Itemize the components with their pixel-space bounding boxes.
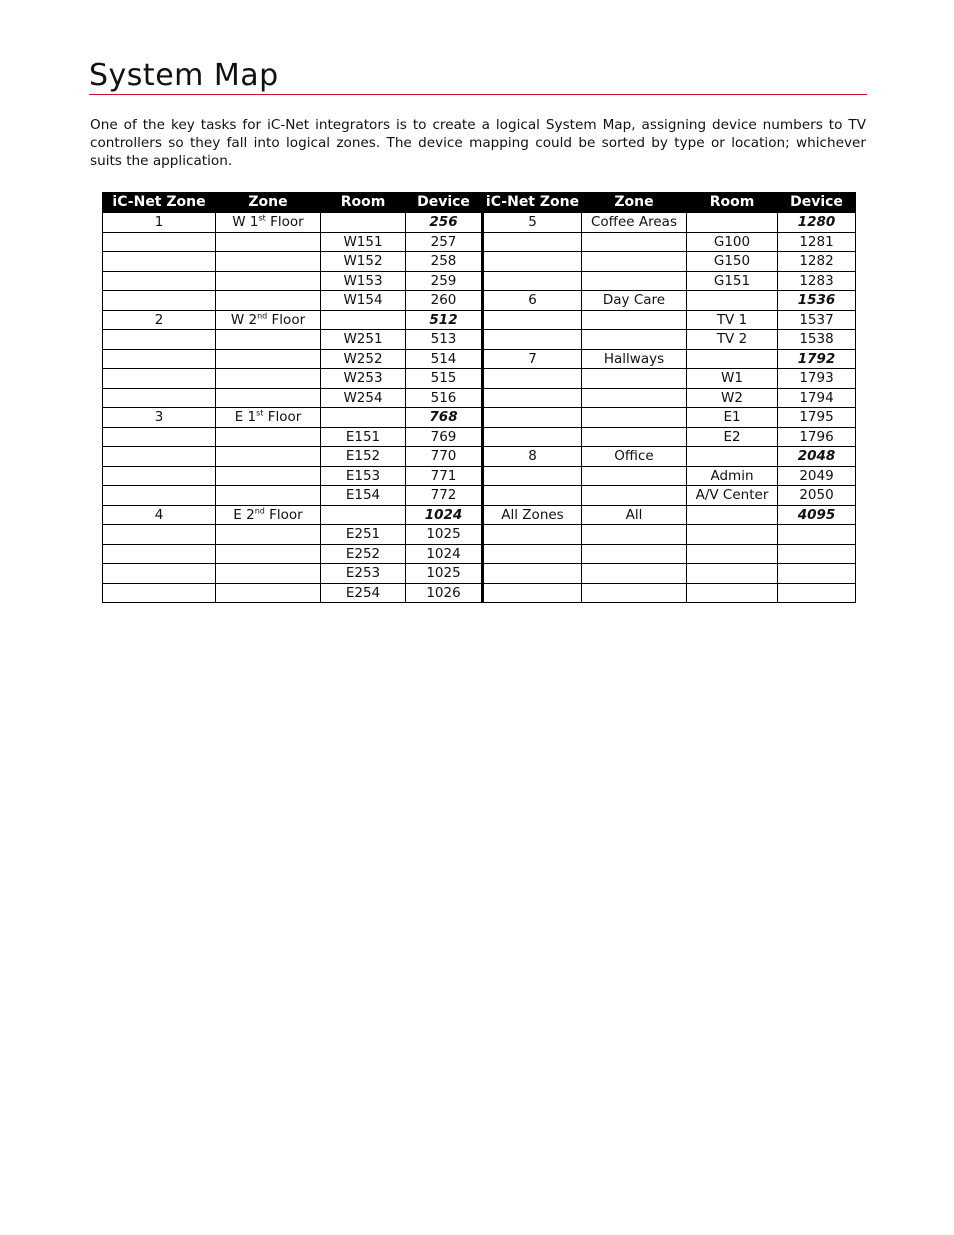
cell-device: 772	[406, 486, 483, 506]
cell-device: 515	[406, 369, 483, 389]
ordinal-suffix: nd	[257, 311, 268, 321]
cell-zone-right	[582, 310, 687, 330]
table-row	[103, 486, 856, 506]
cell-icnet-zone: 2	[103, 310, 216, 330]
cell-zone-right	[582, 369, 687, 389]
table-row	[103, 544, 856, 564]
cell-zone-right	[582, 330, 687, 350]
cell-room: E152	[321, 447, 406, 467]
cell-icnet-zone-right	[483, 388, 582, 408]
table-row	[103, 310, 856, 330]
cell-icnet-zone	[103, 544, 216, 564]
cell-icnet-zone	[103, 252, 216, 272]
cell-zone	[216, 369, 321, 389]
cell-device: 258	[406, 252, 483, 272]
cell-room-right: A/V Center	[687, 486, 778, 506]
cell-icnet-zone-right	[483, 427, 582, 447]
cell-zone	[216, 466, 321, 486]
table-row	[103, 330, 856, 350]
cell-zone-right: Day Care	[582, 291, 687, 311]
cell-icnet-zone	[103, 525, 216, 545]
table-row	[103, 271, 856, 291]
cell-room: E254	[321, 583, 406, 603]
ordinal-suffix: nd	[254, 506, 265, 516]
cell-icnet-zone	[103, 388, 216, 408]
table-row	[103, 388, 856, 408]
zone-label: W 1	[232, 214, 259, 231]
cell-device-right: 1280	[778, 213, 856, 233]
cell-device: 260	[406, 291, 483, 311]
cell-zone-right	[582, 388, 687, 408]
cell-room: W251	[321, 330, 406, 350]
cell-room: E154	[321, 486, 406, 506]
table-row	[103, 252, 856, 272]
ordinal-suffix: st	[258, 213, 266, 223]
cell-room: W154	[321, 291, 406, 311]
header-zone-right: Zone	[582, 193, 687, 213]
cell-room-right: W1	[687, 369, 778, 389]
cell-zone	[216, 271, 321, 291]
zone-label: E 1	[234, 409, 257, 426]
cell-room-right	[687, 447, 778, 467]
cell-zone-right	[582, 252, 687, 272]
cell-icnet-zone	[103, 271, 216, 291]
cell-icnet-zone: 1	[103, 213, 216, 233]
cell-zone	[216, 564, 321, 584]
cell-device: 512	[406, 310, 483, 330]
cell-room-right	[687, 505, 778, 525]
cell-room: W153	[321, 271, 406, 291]
cell-device: 514	[406, 349, 483, 369]
cell-device-right: 2049	[778, 466, 856, 486]
cell-zone-right	[582, 466, 687, 486]
cell-icnet-zone	[103, 564, 216, 584]
cell-zone	[216, 388, 321, 408]
cell-room: E251	[321, 525, 406, 545]
cell-zone-right: Coffee Areas	[582, 213, 687, 233]
cell-device-right: 1282	[778, 252, 856, 272]
cell-zone-right: Office	[582, 447, 687, 467]
header-zone: Zone	[216, 193, 321, 213]
cell-icnet-zone-right	[483, 271, 582, 291]
cell-device: 770	[406, 447, 483, 467]
cell-device-right: 1538	[778, 330, 856, 350]
cell-zone	[216, 291, 321, 311]
cell-icnet-zone: 3	[103, 408, 216, 428]
table-row	[103, 232, 856, 252]
cell-room	[321, 310, 406, 330]
cell-room-right	[687, 291, 778, 311]
table-row	[103, 213, 856, 233]
cell-room: W252	[321, 349, 406, 369]
cell-icnet-zone-right	[483, 310, 582, 330]
cell-device-right: 2048	[778, 447, 856, 467]
cell-icnet-zone-right: All Zones	[483, 505, 582, 525]
cell-icnet-zone	[103, 349, 216, 369]
cell-icnet-zone-right	[483, 466, 582, 486]
table-row	[103, 525, 856, 545]
cell-icnet-zone-right	[483, 525, 582, 545]
table-header-row	[103, 193, 856, 213]
cell-device-right: 1536	[778, 291, 856, 311]
cell-device-right: 1537	[778, 310, 856, 330]
cell-device-right: 1281	[778, 232, 856, 252]
cell-zone	[216, 525, 321, 545]
zone-label: E 2	[233, 506, 255, 523]
cell-device: 1025	[406, 564, 483, 584]
cell-device-right: 1793	[778, 369, 856, 389]
header-icnet-zone: iC-Net Zone	[103, 193, 216, 213]
cell-room: W253	[321, 369, 406, 389]
zone-label-suffix: Floor	[263, 409, 302, 426]
cell-device-right: 1796	[778, 427, 856, 447]
cell-zone	[216, 427, 321, 447]
cell-icnet-zone	[103, 369, 216, 389]
cell-zone	[216, 252, 321, 272]
cell-zone	[216, 213, 321, 233]
cell-zone-right	[582, 486, 687, 506]
cell-icnet-zone-right	[483, 583, 582, 603]
cell-icnet-zone	[103, 447, 216, 467]
cell-zone	[216, 447, 321, 467]
cell-device-right: 1792	[778, 349, 856, 369]
cell-icnet-zone-right	[483, 486, 582, 506]
cell-device-right: 4095	[778, 505, 856, 525]
table-row	[103, 349, 856, 369]
cell-zone-right	[582, 232, 687, 252]
cell-icnet-zone-right: 7	[483, 349, 582, 369]
cell-icnet-zone	[103, 232, 216, 252]
cell-icnet-zone-right	[483, 369, 582, 389]
cell-device: 771	[406, 466, 483, 486]
table-row	[103, 408, 856, 428]
cell-device: 257	[406, 232, 483, 252]
cell-icnet-zone	[103, 486, 216, 506]
zone-label-suffix: Floor	[264, 506, 303, 523]
cell-icnet-zone	[103, 466, 216, 486]
cell-device: 1024	[406, 505, 483, 525]
cell-icnet-zone	[103, 427, 216, 447]
cell-room: E253	[321, 564, 406, 584]
header-device: Device	[406, 193, 483, 213]
cell-room-right: G100	[687, 232, 778, 252]
cell-icnet-zone-right	[483, 408, 582, 428]
cell-zone-right	[582, 271, 687, 291]
cell-icnet-zone-right: 8	[483, 447, 582, 467]
cell-room: W151	[321, 232, 406, 252]
cell-device-right: 1795	[778, 408, 856, 428]
cell-device: 513	[406, 330, 483, 350]
cell-zone	[216, 583, 321, 603]
cell-room-right: G150	[687, 252, 778, 272]
cell-room-right: G151	[687, 271, 778, 291]
cell-icnet-zone-right	[483, 544, 582, 564]
cell-device-right: 1794	[778, 388, 856, 408]
zone-label-suffix: Floor	[267, 311, 306, 328]
cell-device: 769	[406, 427, 483, 447]
cell-icnet-zone	[103, 583, 216, 603]
cell-room: E151	[321, 427, 406, 447]
cell-device-right: 1283	[778, 271, 856, 291]
table-row	[103, 466, 856, 486]
cell-room-right	[687, 583, 778, 603]
cell-zone	[216, 349, 321, 369]
cell-room	[321, 408, 406, 428]
cell-zone	[216, 232, 321, 252]
cell-zone-right	[582, 583, 687, 603]
cell-room-right	[687, 213, 778, 233]
table-row	[103, 505, 856, 525]
cell-device: 1026	[406, 583, 483, 603]
cell-zone	[216, 505, 321, 525]
cell-device-right	[778, 544, 856, 564]
intro-paragraph: One of the key tasks for iC-Net integrators is to create a logical System Map, assigning device numbers to TV controllers so they fall into logical zones. The device mapping could be sorted by type or location; whichever suits the application.	[90, 117, 866, 169]
cell-device: 768	[406, 408, 483, 428]
cell-room	[321, 213, 406, 233]
cell-room-right: TV 2	[687, 330, 778, 350]
cell-icnet-zone	[103, 330, 216, 350]
cell-icnet-zone	[103, 291, 216, 311]
cell-room-right: Admin	[687, 466, 778, 486]
cell-room: E153	[321, 466, 406, 486]
cell-zone-right	[582, 564, 687, 584]
cell-zone-right	[582, 525, 687, 545]
cell-icnet-zone-right: 6	[483, 291, 582, 311]
cell-zone-right	[582, 544, 687, 564]
header-room: Room	[321, 193, 406, 213]
cell-room: W152	[321, 252, 406, 272]
cell-room-right: TV 1	[687, 310, 778, 330]
cell-room-right	[687, 544, 778, 564]
cell-zone-right	[582, 427, 687, 447]
cell-device: 1024	[406, 544, 483, 564]
cell-device: 516	[406, 388, 483, 408]
cell-device-right: 2050	[778, 486, 856, 506]
cell-device: 259	[406, 271, 483, 291]
cell-room-right: E1	[687, 408, 778, 428]
cell-icnet-zone-right	[483, 330, 582, 350]
table-body	[103, 213, 856, 603]
ordinal-suffix: st	[256, 408, 264, 418]
cell-icnet-zone: 4	[103, 505, 216, 525]
header-device-right: Device	[778, 193, 856, 213]
cell-zone	[216, 408, 321, 428]
cell-room-right	[687, 564, 778, 584]
table-row	[103, 447, 856, 467]
cell-device-right	[778, 583, 856, 603]
cell-room: W254	[321, 388, 406, 408]
cell-room-right	[687, 525, 778, 545]
cell-room-right	[687, 349, 778, 369]
cell-room: E252	[321, 544, 406, 564]
cell-icnet-zone-right	[483, 564, 582, 584]
cell-icnet-zone-right	[483, 252, 582, 272]
table-row	[103, 369, 856, 389]
cell-device-right	[778, 564, 856, 584]
table-row	[103, 291, 856, 311]
cell-zone	[216, 486, 321, 506]
cell-zone	[216, 330, 321, 350]
title-underline-divider	[89, 94, 867, 95]
cell-icnet-zone-right	[483, 232, 582, 252]
cell-zone	[216, 544, 321, 564]
cell-device: 1025	[406, 525, 483, 545]
page-title: System Map	[89, 58, 279, 93]
zone-label: W 2	[230, 311, 258, 328]
system-map-table	[102, 192, 856, 603]
cell-room	[321, 505, 406, 525]
table-row	[103, 583, 856, 603]
cell-room-right: W2	[687, 388, 778, 408]
cell-room-right: E2	[687, 427, 778, 447]
table-row	[103, 564, 856, 584]
header-icnet-zone-right: iC-Net Zone	[483, 193, 582, 213]
cell-zone	[216, 310, 321, 330]
cell-zone-right	[582, 408, 687, 428]
table-row	[103, 427, 856, 447]
cell-zone-right: Hallways	[582, 349, 687, 369]
header-room-right: Room	[687, 193, 778, 213]
cell-icnet-zone-right: 5	[483, 213, 582, 233]
cell-device-right	[778, 525, 856, 545]
zone-label-suffix: Floor	[265, 214, 304, 231]
cell-device: 256	[406, 213, 483, 233]
cell-zone-right: All	[582, 505, 687, 525]
